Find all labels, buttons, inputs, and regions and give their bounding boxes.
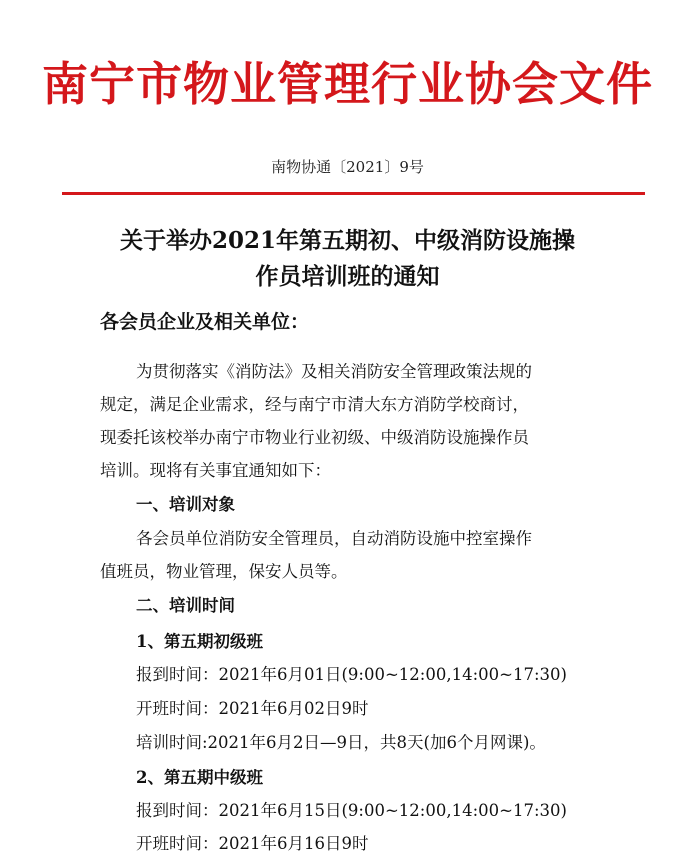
subsection-heading-intermediate-class: 2、第五期中级班	[136, 768, 263, 787]
notice-title-line-1: 关于举办2021年第五期初、中级消防设施操	[119, 227, 575, 254]
notice-title-line-2: 作员培训班的通知	[255, 263, 440, 290]
junior-start-time: 开班时间：2021年6月02日9时	[136, 699, 369, 718]
intro-paragraph-line: 为贯彻落实《消防法》及相关消防安全管理政策法规的	[136, 362, 532, 381]
intermediate-register-time: 报到时间：2021年6月15日(9:00~12:00,14:00~17:30)	[136, 801, 567, 820]
intro-paragraph-line: 现委托该校举办南宁市物业行业初级、中级消防设施操作员	[100, 428, 529, 447]
section-heading-training-targets: 一、培训对象	[136, 495, 235, 514]
intro-paragraph-line: 培训。现将有关事宜通知如下：	[100, 461, 331, 480]
intro-paragraph-line: 规定，满足企业需求，经与南宁市清大东方消防学校商讨，	[100, 395, 529, 414]
red-divider-rule	[62, 192, 645, 195]
section-heading-training-time: 二、培训时间	[136, 596, 235, 615]
document-number: 南物协通〔2021〕9号	[271, 158, 424, 176]
section1-body-line: 各会员单位消防安全管理员，自动消防设施中控室操作	[136, 529, 532, 548]
intermediate-start-time: 开班时间：2021年6月16日9时	[136, 834, 369, 853]
subsection-heading-junior-class: 1、第五期初级班	[136, 632, 263, 651]
salutation: 各会员企业及相关单位：	[100, 311, 310, 333]
org-header-title: 南宁市物业管理行业协会文件	[42, 57, 653, 111]
junior-training-time: 培训时间:2021年6月2日—9日，共8天(加6个月网课)。	[136, 733, 546, 752]
section1-body-line: 值班员，物业管理，保安人员等。	[100, 562, 348, 581]
junior-register-time: 报到时间：2021年6月01日(9:00~12:00,14:00~17:30)	[136, 665, 567, 684]
